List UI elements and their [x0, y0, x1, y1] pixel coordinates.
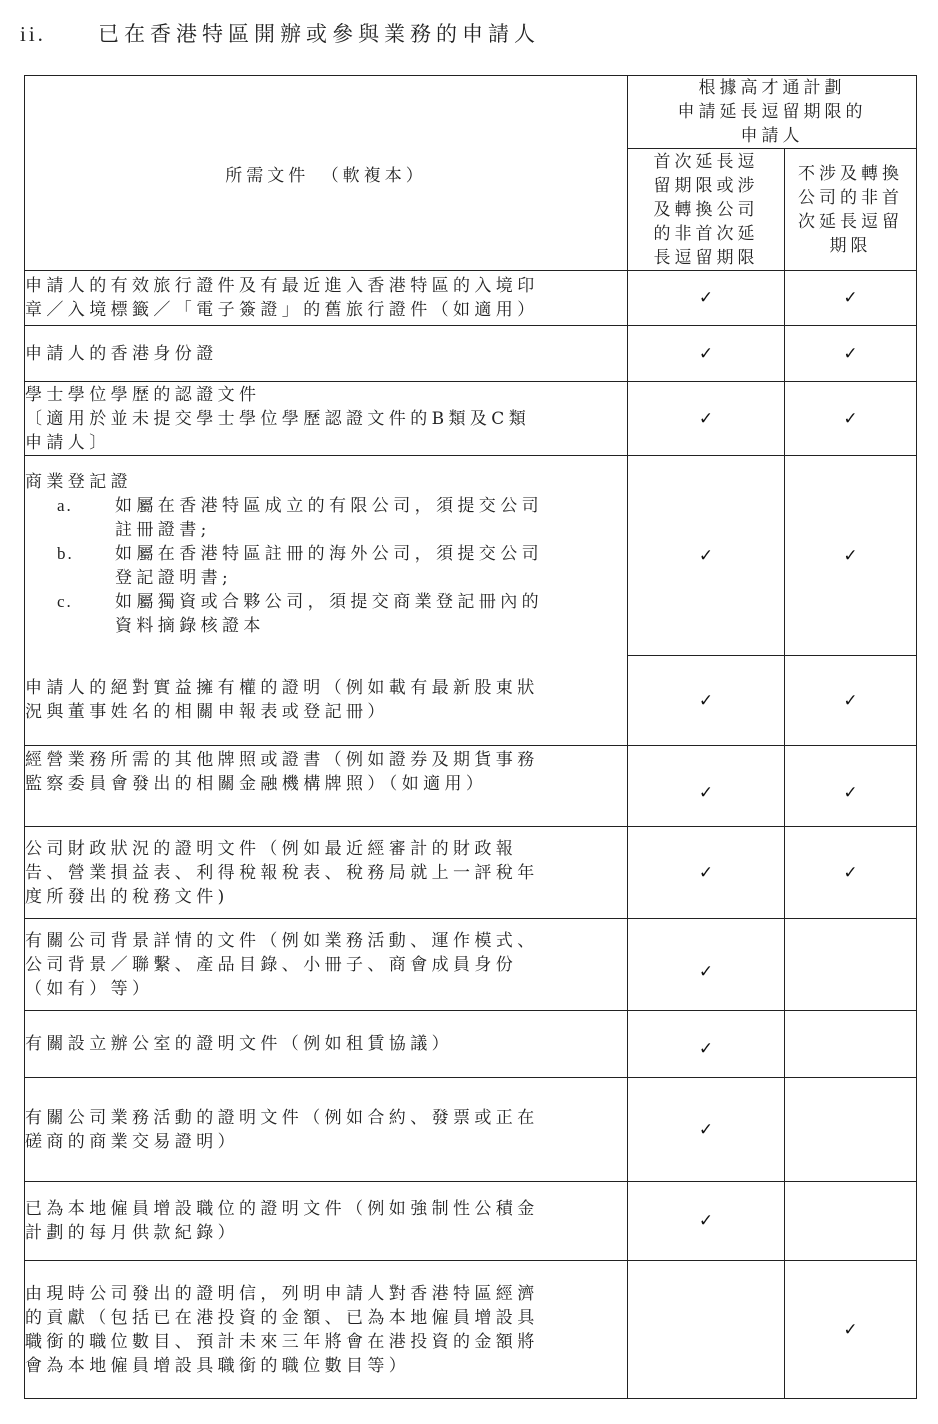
empty-cell — [628, 1261, 785, 1399]
document-cell — [25, 1261, 628, 1399]
check-mark-icon: ✓ — [628, 827, 785, 919]
header-line: 期限 — [829, 235, 872, 256]
table-row — [25, 456, 917, 656]
text-line: 有關公司背景詳情的文件（例如業務活動、運作模式、 — [25, 931, 539, 951]
empty-cell — [785, 1182, 917, 1261]
check-mark-icon: ✓ — [628, 1078, 785, 1182]
check-mark-icon: ✓ — [628, 456, 785, 656]
list-item — [25, 590, 627, 638]
text-line: （如有）等） — [25, 979, 154, 999]
text-line: 公司背景／聯繫、產品目錄、小冊子、商會成員身份 — [25, 955, 518, 975]
list-item — [25, 542, 627, 590]
text-line: 計劃的每月供款紀錄） — [25, 1223, 239, 1243]
text-line: 如屬獨資或合夥公司，須提交商業登記冊內的 — [115, 592, 543, 612]
check-mark-icon: ✓ — [628, 326, 785, 382]
check-mark-icon: ✓ — [628, 656, 785, 746]
text-line: 度所發出的稅務文件) — [25, 886, 229, 907]
check-mark-icon: ✓ — [785, 456, 917, 656]
table-row — [25, 326, 917, 382]
check-mark-icon: ✓ — [785, 746, 917, 827]
document-cell — [25, 382, 628, 456]
text-line: 會為本地僱員增設具職銜的職位數目等） — [25, 1355, 411, 1376]
text-line: 申請人的有效旅行證件及有最近進入香港特區的入境印 — [25, 276, 539, 296]
check-mark-icon: ✓ — [628, 271, 785, 326]
header-line: 公司的非首 — [798, 187, 903, 208]
header-line: 留期限或涉 — [653, 175, 759, 196]
header-line: 次延長逗留 — [798, 211, 903, 232]
check-mark-icon: ✓ — [785, 656, 917, 746]
check-mark-icon: ✓ — [785, 1261, 917, 1399]
check-mark-icon: ✓ — [628, 746, 785, 827]
group-header-line: 根據高才通計劃 — [698, 78, 846, 98]
text-line: 已為本地僱員增設職位的證明文件（例如強制性公積金 — [25, 1199, 539, 1219]
text-line: 〔適用於並未提交學士學位學歷認證文件的B類及C類 — [25, 408, 531, 429]
document-cell — [25, 827, 628, 919]
text-line: 註冊證書; — [115, 520, 211, 540]
table-row — [25, 1078, 917, 1182]
text-line: 告、營業損益表、利得稅報稅表、稅務局就上一評稅年 — [25, 862, 539, 883]
table-row — [25, 1011, 917, 1078]
empty-cell — [785, 919, 917, 1011]
section-title: 已在香港特區開辦或參與業務的申請人 — [98, 22, 540, 46]
table-row — [25, 382, 917, 456]
header-line: 的非首次延 — [653, 223, 759, 244]
table-row — [25, 271, 917, 326]
required-documents-table — [24, 75, 917, 1399]
document-cell — [25, 1011, 628, 1078]
section-number: ii. — [20, 22, 46, 46]
check-mark-icon: ✓ — [785, 382, 917, 456]
text-line: 資料摘錄核證本 — [115, 616, 265, 636]
text-line: 公司財政狀況的證明文件（例如最近經審計的財政報 — [25, 838, 518, 859]
header-line: 長逗留期限 — [653, 247, 759, 268]
business-registration-options — [25, 494, 627, 638]
text-line: 學士學位學歷的認證文件 — [25, 384, 261, 405]
item-label: a. — [57, 496, 73, 515]
table-row — [25, 1261, 917, 1399]
document-cell — [25, 1182, 628, 1261]
group-header-line: 申請延長逗留期限的 — [677, 102, 867, 122]
check-mark-icon: ✓ — [628, 382, 785, 456]
non-first-extension-column-header — [785, 149, 917, 271]
text-line: 如屬在香港特區註冊的海外公司，須提交公司 — [115, 544, 543, 564]
table-row — [25, 1182, 917, 1261]
document-cell — [25, 656, 628, 746]
check-mark-icon: ✓ — [785, 827, 917, 919]
text-line: 申請人〕 — [25, 432, 111, 453]
text-line: 的貢獻（包括已在港投資的金額、已為本地僱員增設具 — [25, 1307, 539, 1328]
check-mark-icon: ✓ — [785, 271, 917, 326]
document-cell — [25, 1078, 628, 1182]
document-cell — [25, 271, 628, 326]
text-line: 章／入境標籤／「電子簽證」的舊旅行證件（如適用） — [25, 300, 539, 320]
text-line: 經營業務所需的其他牌照或證書（例如證券及期貨事務 — [25, 750, 539, 770]
item-label: b. — [57, 544, 74, 563]
section-heading — [20, 18, 540, 48]
text-line: 有關公司業務活動的證明文件（例如合約、發票或正在 — [25, 1107, 539, 1128]
extension-applicants-group-header — [628, 76, 917, 149]
document-cell — [25, 456, 628, 656]
text-line: 況與董事姓名的相關申報表或登記冊） — [25, 701, 389, 722]
empty-cell — [785, 1011, 917, 1078]
text-line: 登記證明書; — [115, 568, 233, 588]
group-header-line: 申請人 — [740, 126, 804, 146]
text-line: 有關設立辦公室的證明文件（例如租賃協議） — [25, 1034, 453, 1054]
first-extension-column-header — [628, 149, 785, 271]
empty-cell — [785, 1078, 917, 1182]
header-line: 首次延長逗 — [653, 151, 759, 172]
text-line: 磋商的商業交易證明） — [25, 1131, 239, 1152]
table-row — [25, 746, 917, 827]
check-mark-icon: ✓ — [628, 919, 785, 1011]
text-line: 職銜的職位數目、預計未來三年將會在港投資的金額將 — [25, 1331, 539, 1352]
item-label: c. — [57, 592, 73, 611]
documents-column-header: 所需文件 （軟複本） — [25, 76, 628, 271]
header-line: 不涉及轉換 — [798, 163, 903, 184]
header-line: 及轉換公司 — [653, 199, 759, 220]
document-cell — [25, 746, 628, 827]
text-line: 申請人的絕對實益擁有權的證明（例如載有最新股東狀 — [25, 677, 539, 698]
document-cell — [25, 919, 628, 1011]
document-cell — [25, 326, 628, 382]
table-row — [25, 656, 917, 746]
text-line: 由現時公司發出的證明信，列明申請人對香港特區經濟 — [25, 1283, 539, 1304]
text-line: 監察委員會發出的相關金融機構牌照）（如適用） — [25, 774, 488, 794]
check-mark-icon: ✓ — [628, 1011, 785, 1078]
text-line: 如屬在香港特區成立的有限公司，須提交公司 — [115, 496, 543, 516]
list-item — [25, 494, 627, 542]
table-row — [25, 919, 917, 1011]
table-row — [25, 827, 917, 919]
text-line: 申請人的香港身份證 — [25, 343, 218, 364]
check-mark-icon: ✓ — [628, 1182, 785, 1261]
check-mark-icon: ✓ — [785, 326, 917, 382]
text-line: 商業登記證 — [25, 472, 132, 492]
